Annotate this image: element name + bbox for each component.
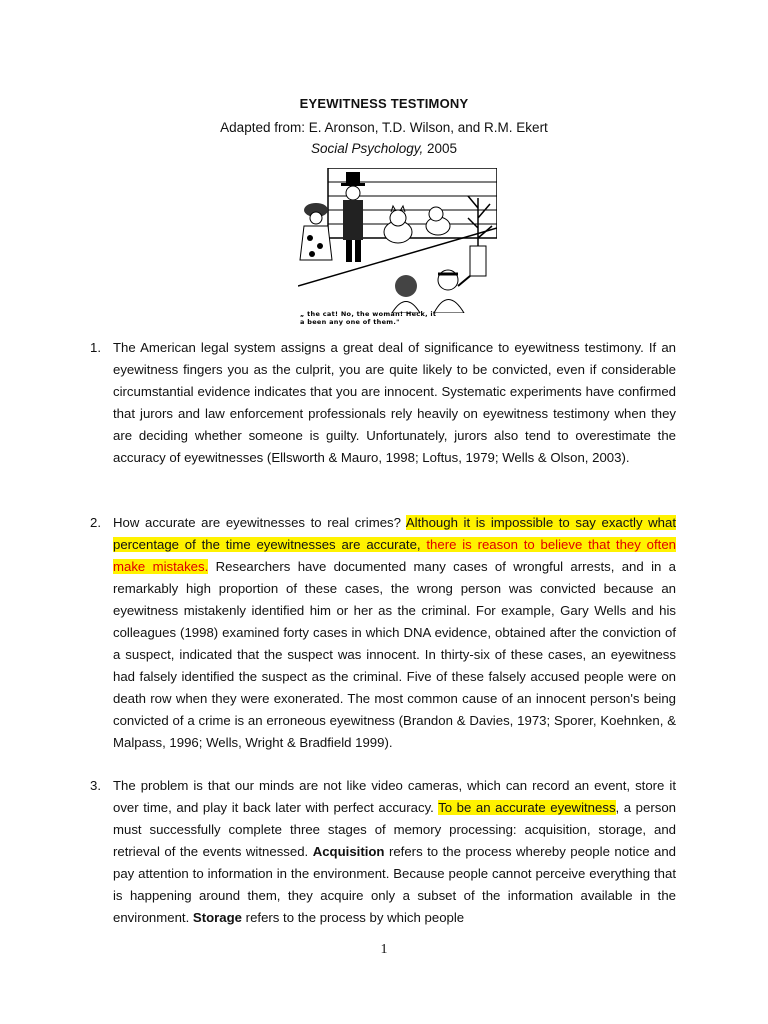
paragraph-1-number: 1. [90,340,101,355]
paragraph-3-intro: The problem is that our minds are not like video cameras, which can record an event, store it over time, and play it back later with perfect accuracy. [113,778,676,815]
paragraph-2-number: 2. [90,515,101,530]
cartoon-caption [300,311,496,326]
publication-line [0,141,768,156]
highlight-yellow: Although it is impossible to say exactly what percentage of the time eyewitnesses are accurate, [113,515,676,552]
caption-line-1: „ the cat! No, the woman! Heck, it [300,310,437,318]
paragraph-3-text-c: refers to the process by which people [242,910,465,925]
paragraph-3-text-a: , a person must successfully complete three stages of memory processing: acquisition, storage, and retrieval of the events witnessed. [113,800,676,859]
document-title: EYEWITNESS TESTIMONY [299,96,469,111]
paragraph-2-intro: How accurate are eyewitnesses to real crimes? [113,515,406,530]
paragraph-2 [113,512,676,754]
paragraph-2-rest: Researchers have documented many cases of wrongful arrests, and in a remarkably high proportion of these cases, the wrong person was convicted because an eyewitness mistakenly identified him or her as the criminal. For example, Gary Wells and his colleagues (1998) examined forty cases in which DNA evidence, obtained after the conviction of a suspect, indicated that the suspect was innocent. In thirty-six of these cases, an eyewitness had falsely identified the suspect as the criminal. Five of these falsely accused people were on death row when they were exonerated. The most common cause of an innocent person's being convicted of a crime is an erroneous eyewitness (Brandon & Davies, 1973; Sporer, Koehnken, & Malpass, 1996; Wells, Wright & Bradfield 1999). [113,559,676,750]
lineup-cartoon [298,168,497,328]
paragraph-3-number: 3. [90,778,101,793]
term-acquisition: Acquisition [312,844,385,859]
page-number: 1 [380,942,388,957]
caption-line-2: a been any one of them." [300,317,400,326]
paragraph-1: The American legal system assigns a great deal of significance to eyewitness testimony. If an eyewitness fingers you as the culprit, you are quite likely to be convicted, even if considerable circumstantial evidence indicates that you are innocent. Systematic experiments have confirmed that jurors and law enforcement professionals rely heavily on eyewitness testimony when they are deciding whether someone is guilty. Unfortunately, jurors also tend to overestimate the accuracy of eyewitnesses (Ellsworth & Mauro, 1998; Loftus, 1979; Wells & Olson, 2003). [113,340,676,465]
paragraph-3-text-b: refers to the process whereby people notice and pay attention to information in the environment. Because people cannot perceive everything that is happening around them, they acquire only a subset of the information available in the environment. [113,844,677,925]
highlight-red: there is reason to believe that they often make mistakes. [113,537,676,574]
attribution-line: Adapted from: E. Aronson, T.D. Wilson, and R.M. Ekert [220,120,548,135]
paragraph-3 [113,775,676,929]
cartoon-drawing [298,168,497,313]
book-title: Social Psychology, [310,141,424,156]
highlight-yellow: To be an accurate eyewitness [438,800,616,815]
publication-year: 2005 [423,141,458,156]
term-storage: Storage [192,910,243,925]
